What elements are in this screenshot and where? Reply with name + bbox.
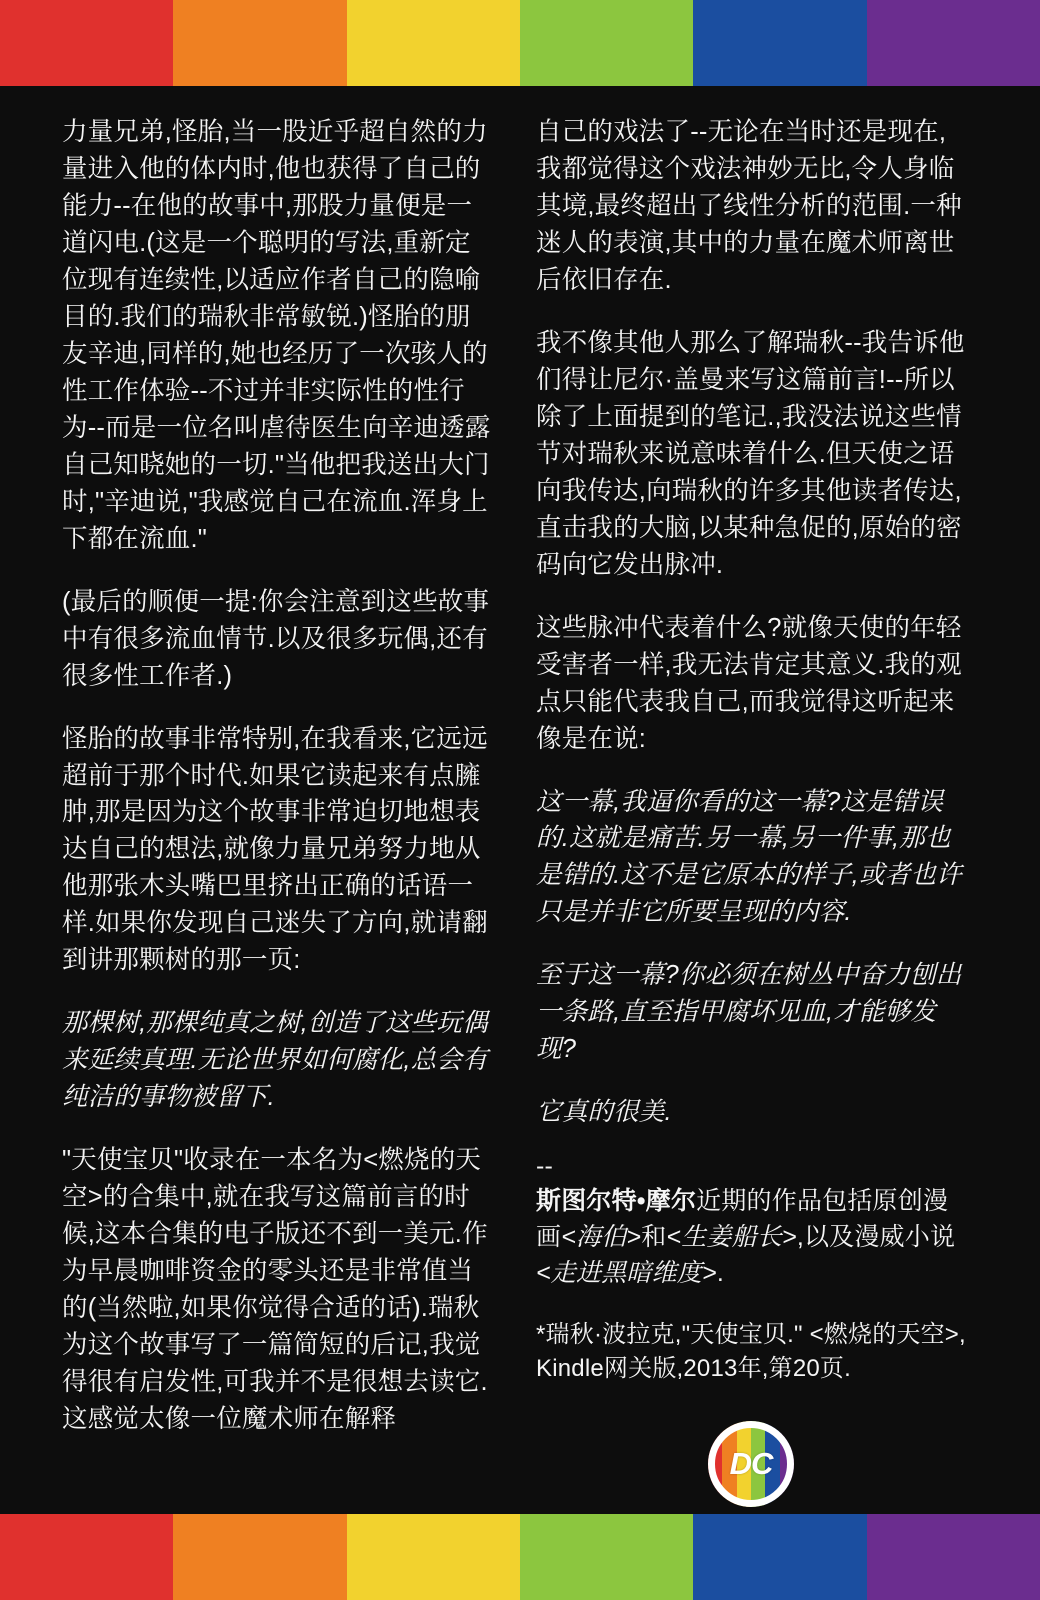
rainbow-stripe-orange <box>173 0 346 86</box>
rainbow-stripe-purple <box>867 1514 1040 1600</box>
dc-logo-icon <box>708 1421 794 1507</box>
author-bio <box>536 1183 966 1292</box>
rainbow-stripe-orange <box>173 1514 346 1600</box>
dc-logo-label: DC <box>729 1446 773 1482</box>
bio-text-1: 近期的作品包括原创漫画 <box>536 1186 949 1251</box>
rainbow-stripe-green <box>520 1514 693 1600</box>
paragraph: "天使宝贝"收录在一本名为<燃烧的天空>的合集中,就在我写这篇前言的时候,这本合集的电子版还不到一美元.作为早晨咖啡资金的零头还是非常值当的(当然啦,如果你觉得合适的话).瑞秋为这个故事写了一篇简短的后记,我觉得很有启发性,可我并不是很想去读它.这感觉太像一位魔术师在解释 <box>62 1146 488 1433</box>
paragraph: 自己的戏法了--无论在当时还是现在,我都觉得这个戏法神妙无比,令人身临其境,最终超出了线性分析的范围.一种迷人的表演,其中的力量在魔术师离世后依旧存在. <box>536 118 962 294</box>
publisher-logo-container <box>536 1421 966 1507</box>
quoted-passage: 那棵树,那棵纯真之树,创造了这些玩偶来延续真理.无论世界如何腐化,总会有纯洁的事物被留下. <box>62 1009 488 1112</box>
paragraph: 力量兄弟,怪胎,当一股近乎超自然的力量进入他的体内时,他也获得了自己的能力--在他的故事中,那股力量便是一道闪电.(这是一个聪明的写法,重新定位现有连续性,以适应作者自己的隐喻目的.我们的瑞秋非常敏锐.)怪胎的朋友辛迪,同样的,她也经历了一次骇人的性工作体验--不过并非实际性的性行为--而是一位名叫虐待医生向辛迪透露自己知晓她的一切."当他把我送出大门时,"辛迪说,"我感觉自己在流血.浑身上下都在流血." <box>62 118 491 553</box>
bio-text-3: ,以及漫威小说 <box>796 1223 956 1251</box>
left-column <box>62 114 492 1504</box>
quoted-passage: 至于这一幕?你必须在树丛中奋力刨出一条路,直至指甲腐坏见血,才能够发现? <box>536 961 962 1064</box>
work-title-2: <生姜船长> <box>666 1223 797 1251</box>
rainbow-stripe-purple <box>867 0 1040 86</box>
bio-text-2: 和 <box>641 1223 667 1251</box>
paragraph: 这些脉冲代表着什么?就像天使的年轻受害者一样,我无法肯定其意义.我的观点只能代表我自己,而我觉得这听起来像是在说: <box>536 613 962 753</box>
rainbow-stripe-red <box>0 1514 173 1600</box>
paragraph: 怪胎的故事非常特别,在我看来,它远远超前于那个时代.如果它读起来有点臃肿,那是因为这个故事非常迫切地想表达自己的想法,就像力量兄弟努力地从他那张木头嘴巴里挤出正确的话语一样.如果你发现自己迷失了方向,就请翻到讲那颗树的那一页: <box>62 724 488 975</box>
quoted-passage: 它真的很美. <box>536 1098 672 1127</box>
rainbow-stripe-green <box>520 0 693 86</box>
rainbow-stripe-blue <box>693 0 866 86</box>
article-body <box>0 86 1040 1514</box>
work-title-1: <海伯> <box>561 1223 642 1251</box>
rainbow-stripe-yellow <box>347 0 520 86</box>
footnote-citation: *瑞秋·波拉克,"天使宝贝." <燃烧的天空>, Kindle网关版,2013年,第20页. <box>536 1320 966 1383</box>
right-column <box>536 114 966 1504</box>
bio-text-4: . <box>716 1259 724 1288</box>
rainbow-bar-bottom <box>0 1514 1040 1600</box>
rainbow-stripe-yellow <box>347 1514 520 1600</box>
separator-dash: -- <box>536 1152 554 1181</box>
author-name: 斯图尔特•摩尔 <box>536 1186 697 1215</box>
paragraph: (最后的顺便一提:你会注意到这些故事中有很多流血情节.以及很多玩偶,还有很多性工作者.) <box>62 587 490 690</box>
rainbow-stripe-red <box>0 0 173 86</box>
paragraph: 我不像其他人那么了解瑞秋--我告诉他们得让尼尔·盖曼来写这篇前言!--所以除了上面提到的笔记.,我没法说这些情节对瑞秋来说意味着什么.但天使之语向我传达,向瑞秋的许多其他读者传达,直击我的大脑,以某种急促的,原始的密码向它发出脉冲. <box>536 328 965 579</box>
quoted-passage: 这一幕,我逼你看的这一幕?这是错误的.这就是痛苦.另一幕,另一件事,那也是错的.这不是它原本的样子,或者也许只是并非它所要呈现的内容. <box>536 787 962 927</box>
work-title-3: <走进黑暗维度> <box>536 1259 717 1288</box>
rainbow-stripe-blue <box>693 1514 866 1600</box>
rainbow-bar-top <box>0 0 1040 86</box>
